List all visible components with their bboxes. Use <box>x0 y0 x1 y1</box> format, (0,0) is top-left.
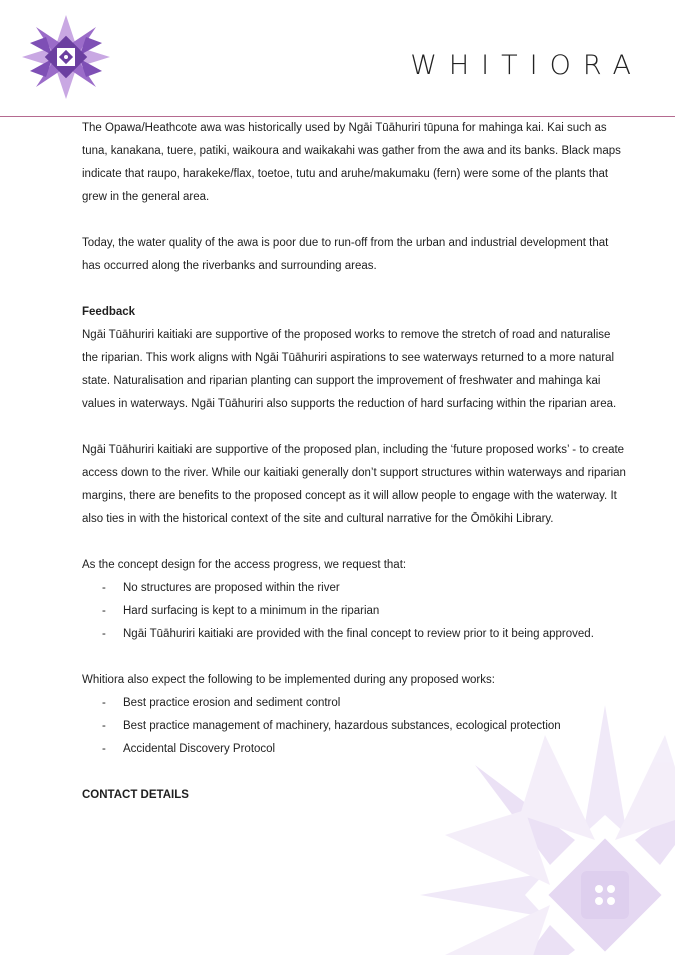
star-mandala-logo-icon <box>20 14 112 100</box>
expectation-list <box>82 692 627 761</box>
paragraph-support-works: Ngāi Tūāhuriri kaitiaki are supportive of the proposed works to remove the stretch of road and naturalise the riparian. This work aligns with Ngāi Tūāhuriri aspirations to see waterways returned to a more natural state. Naturalisation and riparian planting can support the improvement of freshwater and mahinga kai values in waterways. Ngāi Tūāhuriri also supports the reduction of hard surfacing within the riparian area. <box>82 329 617 410</box>
brand-wordmark: WHITIORA <box>410 50 643 81</box>
paragraph-support-plan: Ngāi Tūāhuriri kaitiaki are supportive of the proposed plan, including the ‘future proposed works’ - to create access down to the river. While our kaitiaki generally don’t support structures within waterways and riparian margins, there are benefits to the proposed concept as it will allow people to engage with the waterway. It also ties in with the historical context of the site and cultural narrative for the Ōmōkihi Library. <box>82 444 626 525</box>
contact-details-heading: CONTACT DETAILS <box>82 789 189 801</box>
list-item: - Best practice erosion and sediment control <box>82 692 627 715</box>
feedback-heading: Feedback <box>82 306 136 318</box>
list-item: - Best practice management of machinery, hazardous substances, ecological protection <box>82 715 627 738</box>
paragraph-expectations-intro: Whitiora also expect the following to be implemented during any proposed works: <box>82 674 495 686</box>
paragraph-history: The Opawa/Heathcote awa was historically used by Ngāi Tūāhuriri tūpuna for mahinga kai. Kai such as tuna, kanakana, tuere, patiki, waikoura and waikakahi was gather from the awa and its banks. Black maps indicate that raupo, harakeke/flax, toetoe, tutu and aruhe/makumaku (fern) were some of the plants that grew in the general area. <box>82 122 621 203</box>
request-list <box>82 577 627 646</box>
list-item: - No structures are proposed within the river <box>82 577 627 600</box>
list-item: - Ngāi Tūāhuriri kaitiaki are provided with the final concept to review prior to it being approved. <box>82 623 627 646</box>
paragraph-request-intro: As the concept design for the access progress, we request that: <box>82 559 407 571</box>
document-body <box>82 117 627 807</box>
paragraph-water-quality: Today, the water quality of the awa is poor due to run-off from the urban and industrial development that has occurred along the riverbanks and surrounding areas. <box>82 237 609 272</box>
list-item: - Accidental Discovery Protocol <box>82 738 627 761</box>
list-item: - Hard surfacing is kept to a minimum in the riparian <box>82 600 627 623</box>
